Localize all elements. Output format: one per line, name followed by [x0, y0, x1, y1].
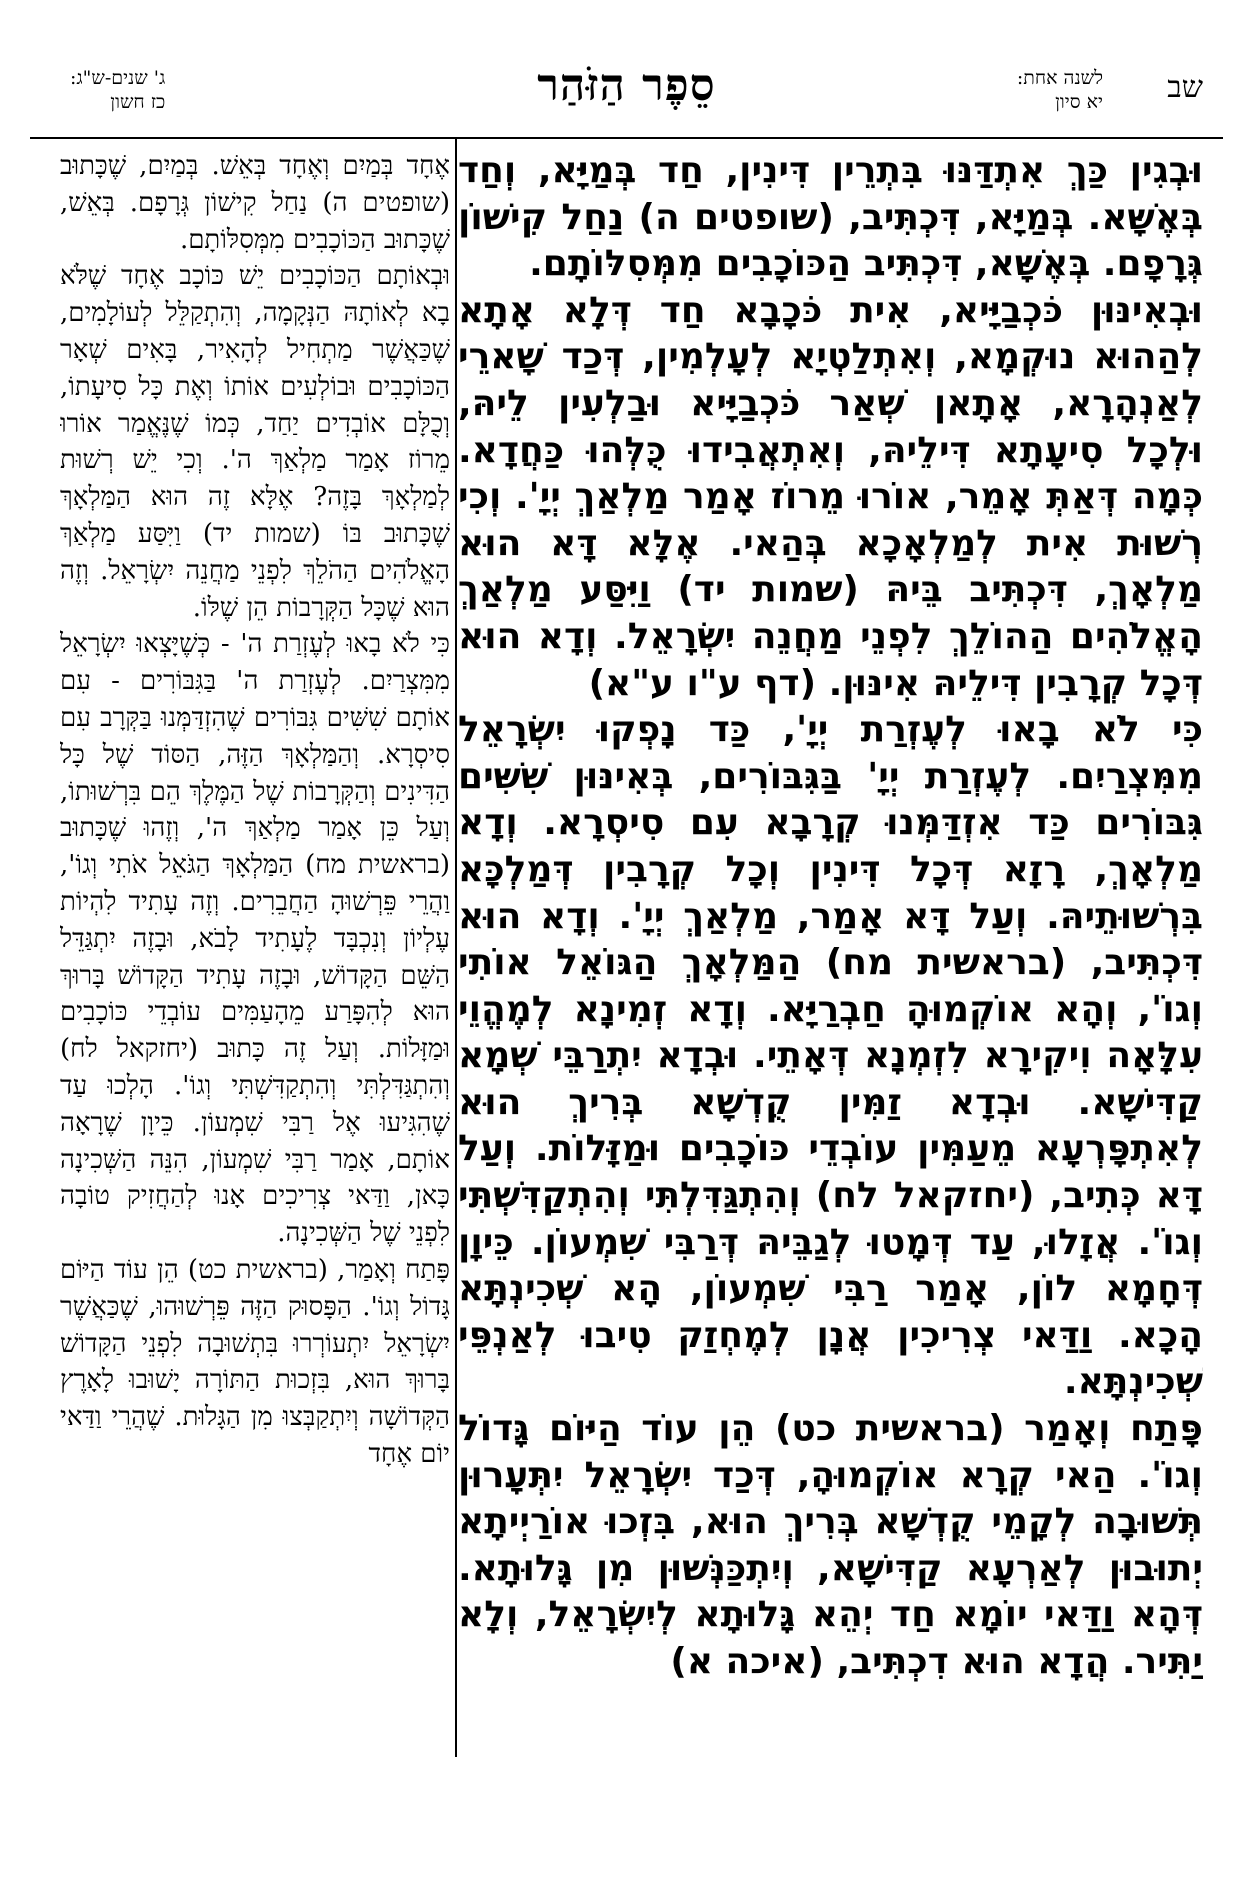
- aramaic-paragraph: פָּתַח וְאָמַר (בראשית כט) הֵן עוֹד הַיּוֹם גָּדוֹל וְגוֹ'. הַאי קְרָא אוֹקְמוּהָ, דְּכַד יִשְׂרָאֵל יִתְּעָרוּן תְּשׁוּבָה לְקָמֵי קֻדְשָׁא בְּרִיךְ הוּא, בִּזְכוּ אוֹרַיְיתָא יְתוּבוּן לְאַרְעָא קַדִּישָׁא, וְיִתְכַּנְּשׁוּן מִן גָּלוּתָא. דְּהָא וַדַּאי יוֹמָא חַד יְהֵא גָּלוּתָא לְיִשְׂרָאֵל, וְלָא יַתִּיר. הֲדָא הוּא דִכְתִּיב, (איכה א): [458, 1408, 1203, 1682]
- hebrew-translation-column: [60, 148, 450, 1748]
- schedule-date: כז חשון: [110, 91, 166, 113]
- page-number: שב: [1167, 70, 1203, 105]
- aramaic-paragraph: כִּי לֹא בָאוּ לְעֶזְרַת יְיָ', כַּד נָפְקוּ יִשְׂרָאֵל מִמִּצְרַיִם. לְעֶזְרַת יְיָ' בַּגִּבּוֹרִים, בְּאִינּוּן שִׁשִּׁים גִּבּוֹרִים כַּד אִזְדַּמְּנוּ קְרָבָא עִם סִיסְרָא. וְדָא מַלְאָךְ, רָזָא דְּכָל דִּינִין וְכָל קְרָבִין דְּמַלְכָּא בִּרְשׁוּתֵיהּ. וְעַל דָּא אָמַר, מַלְאַךְ יְיָ'. וְדָא הוּא דִּכְתִּיב, (בראשית מח) הַמַּלְאָךְ הַגּוֹאֵל אוֹתִי וְגוֹ', וְהָא אוֹקְמוּהָ חַבְרַיָּא. וְדָא זְמִינָא לְמֶהֱוֵי עִלָּאָה וִיקִירָא לִזְמְנָא דְּאָתֵי. וּבְדָא יִתְרַבֵּי שְׁמָא קַדִּישָׁא. וּבְדָא זַמִּין קֻדְשָׁא בְּרִיךְ הוּא לְאִתְפָּרְעָא מֵעַמִּין עוֹבְדֵי כּוֹכָבִים וּמַזָּלוֹת. וְעַל דָּא כְּתִיב, (יחזקאל לח) וְהִתְגַּדִּלְתִּי וְהִתְקַדִּשְׁתִּי וְגוֹ'. אֲזָלוּ, עַד דְּמָטוּ לְגַבֵּיהּ דְּרַבִּי שִׁמְעוֹן. כֵּיוָן דְּחָמָא לוֹן, אָמַר רַבִּי שִׁמְעוֹן, הָא שְׁכִינְתָּא הָכָא. וַדַּאי צְרִיכִין אֲנָן לְמֶחְזַק טִיבוּ לְאַנְפֵּי שְׁכִינְתָּא.: [458, 709, 1203, 1403]
- hebrew-paragraph: אֶחָד בְּמַיִם וְאֶחָד בְּאֵשׁ. בְּמַיִם, שֶׁכָּתוּב (שופטים ה) נַחַל קִישׁוֹן גְּרָפָם. בְּאֵשׁ, שֶׁכָּתוּב הַכּוֹכָבִים מִמְּסִלּוֹתָם.: [60, 151, 450, 255]
- header-divider: [30, 137, 1223, 139]
- schedule-label: ג' שנים-ש"ג:: [70, 67, 166, 89]
- column-divider: [455, 137, 457, 1757]
- aramaic-column: [458, 148, 1203, 1748]
- aramaic-paragraph: וּבְגִין כַּךְ אִתְדַּנּוּ בִּתְרֵין דִּינִין, חַד בְּמַיָּא, וְחַד בְּאֶשָּׁא. בְּמַיָּא, דִּכְתִּיב, (שופטים ה) נַחַל קִישׁוֹן גְּרָפָם. בְּאֶשָּׁא, דִּכְתִּיב הַכּוֹכָבִים מִמְּסִלּוֹתָם.: [458, 150, 1203, 285]
- reading-schedule-three-year: [70, 66, 165, 114]
- page-header: [30, 30, 1223, 112]
- hebrew-paragraph: וּבְאוֹתָם הַכּוֹכָבִים יֵשׁ כּוֹכָב אֶחָד שֶׁלֹּא בָא לְאוֹתָהּ הַנְּקָמָה, וְהִתְקַלֵּל לְעוֹלָמִים, שֶׁכַּאֲשֶׁר מַתְחִיל לְהָאִיר, בָּאִים שְׁאָר הַכּוֹכָבִים וּבוֹלְעִים אוֹתוֹ וְאֶת כָּל סִיעָתוֹ, וְכֻלָּם אוֹבְדִים יַחַד, כְּמוֹ שֶׁנֶּאֱמַר אוֹרוּ מֵרוֹז אָמַר מַלְאַךְ ה'. וְכִי יֵשׁ רְשׁוּת לְמַלְאָךְ בָּזֶה? אֶלָּא זֶה הוּא הַמַּלְאָךְ שֶׁכָּתוּב בּוֹ (שמות יד) וַיִּסַּע מַלְאַךְ הָאֱלֹהִים הַהֹלֵךְ לִפְנֵי מַחֲנֵה יִשְׂרָאֵל. וְזֶה הוּא שֶׁכָּל הַקְּרָבוֹת הֵן שֶׁלּוֹ.: [60, 261, 450, 623]
- schedule-label: לשנה אחת:: [1016, 67, 1103, 89]
- hebrew-paragraph: כִּי לֹא בָאוּ לְעֶזְרַת ה' - כְּשֶׁיָּצְאוּ יִשְׂרָאֵל מִמִּצְרַיִם. לְעֶזְרַת ה' בַּגִּבּוֹרִים - עִם אוֹתָם שִׁשִּׁים גִּבּוֹרִים שֶׁהִזְדַּמְּנוּ בַּקְּרָב עִם סִיסְרָא. וְהַמַּלְאָךְ הַזֶּה, הַסּוֹד שֶׁל כָּל הַדִּינִים וְהַקְּרָבוֹת שֶׁל הַמֶּלֶךְ הֵם בִּרְשׁוּתוֹ, וְעַל כֵּן אָמַר מַלְאַךְ ה', וְזֶהוּ שֶׁכָּתוּב (בראשית מח) הַמַּלְאָךְ הַגֹּאֵל אֹתִי וְגוֹ', וַהֲרֵי פֵּרְשׁוּהָ הַחֲבֵרִים. וְזֶה עָתִיד לִהְיוֹת עֶלְיוֹן וְנִכְבָּד לֶעָתִיד לָבֹא, וּבָזֶה יִתְגַּדֵּל הַשֵּׁם הַקָּדוֹשׁ, וּבָזֶה עָתִיד הַקָּדוֹשׁ בָּרוּךְ הוּא לְהִפָּרַע מֵהָעַמִּים עוֹבְדֵי כּוֹכָבִים וּמַזָּלוֹת. וְעַל זֶה כָּתוּב (יחזקאל לח) וְהִתְגַּדִּלְתִּי וְהִתְקַדִּשְׁתִּי וְגוֹ'. הָלְכוּ עַד שֶׁהִגִּיעוּ אֶל רַבִּי שִׁמְעוֹן. כֵּיוָן שֶׁרָאָה אוֹתָם, אָמַר רַבִּי שִׁמְעוֹן, הִנֵּה הַשְּׁכִינָה כָּאן, וַדַּאי צְרִיכִים אָנוּ לְהַחֲזִיק טוֹבָה לִפְנֵי שֶׁל הַשְּׁכִינָה.: [60, 629, 450, 1249]
- aramaic-paragraph: וּבְאִינּוּן כֹּכְבַיָּיא, אִית כֹּכָבָא חַד דְּלָא אָתָא לְהַהוּא נוּקְמָא, וְאִתְלַטְיָא לְעָלְמִין, דְּכַד שָׁארֵי לְאַנְהָרָא, אָתָאן שְׁאַר כֹּכְבַיָּיא וּבַלְעִין לֵיהּ, וּלְכָל סִיעָתָא דִּילֵיהּ, וְאִתְאֲבִידוּ כֻּלְּהוּ כַּחֲדָא. כְּמָה דְּאַתְּ אָמֵר, אוֹרוּ מֵרוֹז אָמַר מַלְאַךְ יְיָ'. וְכִי רְשׁוּת אִית לְמַלְאָכָא בְּהַאי. אֶלָּא דָּא הוּא מַלְאָךְ, דִּכְתִּיב בֵּיהּ (שמות יד) וַיִּסַּע מַלְאַךְ הָאֱלֹהִים הַהוֹלֵךְ לִפְנֵי מַחֲנֵה יִשְׂרָאֵל. וְדָא הוּא דְּכָל קְרָבִין דִּילֵיהּ אִינּוּן. (דף ע"ו ע"א): [458, 289, 1203, 704]
- page: [30, 30, 1223, 1860]
- hebrew-paragraph: פָּתַח וְאָמַר, (בראשית כט) הֵן עוֹד הַיּוֹם גָּדוֹל וְגוֹ'. הַפָּסוּק הַזֶּה פֵּרְשׁוּהוּ, שֶׁכַּאֲשֶׁר יִשְׂרָאֵל יִתְעוֹרְרוּ בִּתְשׁוּבָה לִפְנֵי הַקָּדוֹשׁ בָּרוּךְ הוּא, בִּזְכוּת הַתּוֹרָה יָשׁוּבוּ לָאָרֶץ הַקְּדוֹשָׁה וְיִתְקַבְּצוּ מִן הַגָּלוּת. שֶׁהֲרֵי וַדַּאי יוֹם אֶחָד: [60, 1254, 450, 1469]
- schedule-date: יא סיון: [1055, 91, 1103, 113]
- book-title: סֵפֶר הַזֹּהַר: [537, 60, 716, 111]
